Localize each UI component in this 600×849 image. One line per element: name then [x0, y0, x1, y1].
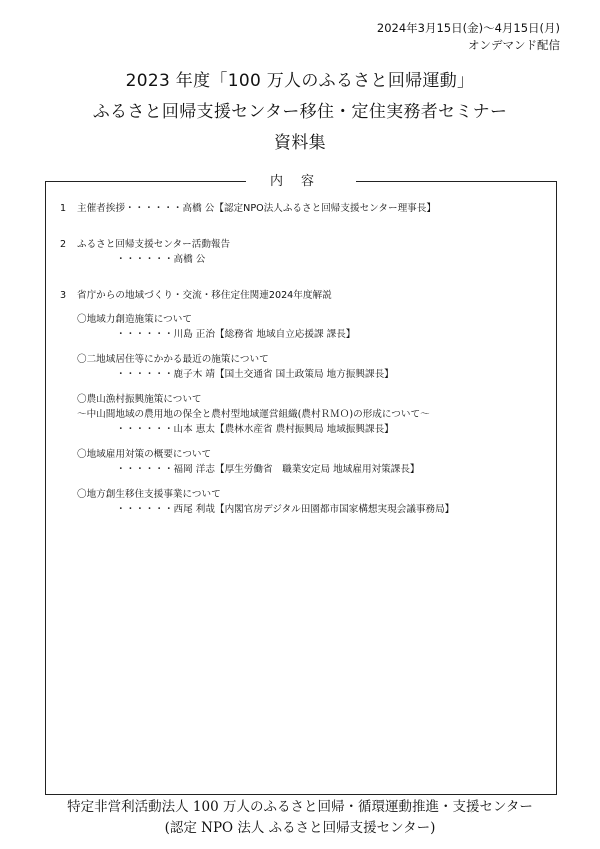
organization-alias: (認定 NPO 法人 ふるさと回帰支援センター)	[164, 820, 436, 836]
sub-item	[77, 312, 550, 342]
title-line-3: 資料集	[274, 133, 326, 153]
event-date: 2024年3月15日(金)～4月15日(月)	[376, 21, 560, 35]
date-block	[377, 20, 560, 54]
sub-item	[77, 392, 550, 437]
item-title: 省庁からの地域づくり・交流・移住定住関連2024年度解説	[77, 290, 332, 301]
sub-item-title: 〇二地域居住等にかかる最近の施策について	[77, 354, 269, 365]
sub-item-speaker: ・・・・・・鹿子木 靖【国土交通省 国土政策局 地方振興課長】	[116, 369, 394, 380]
sub-item-subtitle: ～中山間地域の農用地の保全と農村型地域運営組織(農村ＲＭＯ)の形成について～	[77, 409, 430, 420]
item-title: 主催者挨拶・・・・・・高橋 公【認定NPO法人ふるさと回帰支援センター理事長】	[77, 203, 436, 214]
delivery-method: オンデマンド配信	[468, 38, 560, 52]
list-item	[60, 201, 550, 216]
sub-item-title: 〇地方創生移住支援事業について	[77, 489, 221, 500]
contents-heading: 内容	[246, 173, 356, 191]
list-item	[60, 288, 550, 517]
sub-item-title: 〇農山漁村振興施策について	[77, 394, 202, 405]
organization-name: 特定非営利活動法人 100 万人のふるさと回帰・循環運動推進・支援センター	[67, 799, 533, 815]
sub-item-speaker: ・・・・・・川島 正治【総務省 地域自立応援課 課長】	[116, 329, 356, 340]
sub-item	[77, 487, 550, 517]
item-number: 1	[60, 203, 67, 214]
document-title	[0, 66, 600, 159]
item-speaker: ・・・・・・高橋 公	[116, 254, 206, 265]
item-number: 3	[60, 290, 67, 301]
contents-box	[45, 174, 557, 795]
sub-item-title: 〇地域雇用対策の概要について	[77, 449, 212, 460]
title-line-2: ふるさと回帰支援センター移住・定住実務者セミナー	[92, 102, 508, 122]
sub-item-speaker: ・・・・・・福岡 洋志【厚生労働省 職業安定局 地域雇用対策課長】	[116, 464, 420, 475]
list-item	[60, 237, 550, 267]
item-number: 2	[60, 239, 67, 250]
sub-item	[77, 447, 550, 477]
contents-list	[60, 201, 550, 538]
sub-item	[77, 352, 550, 382]
title-line-1: 2023 年度「100 万人のふるさと回帰運動」	[125, 71, 475, 91]
sub-item-speaker: ・・・・・・西尾 利哉【内閣官房デジタル田園都市国家構想実現会議事務局】	[116, 504, 455, 515]
sub-item-title: 〇地域力創造施策について	[77, 314, 192, 325]
item-title: ふるさと回帰支援センター活動報告	[77, 239, 231, 250]
sub-item-speaker: ・・・・・・山本 恵太【農林水産省 農村振興局 地域振興課長】	[116, 424, 394, 435]
organization-footer	[0, 797, 600, 839]
